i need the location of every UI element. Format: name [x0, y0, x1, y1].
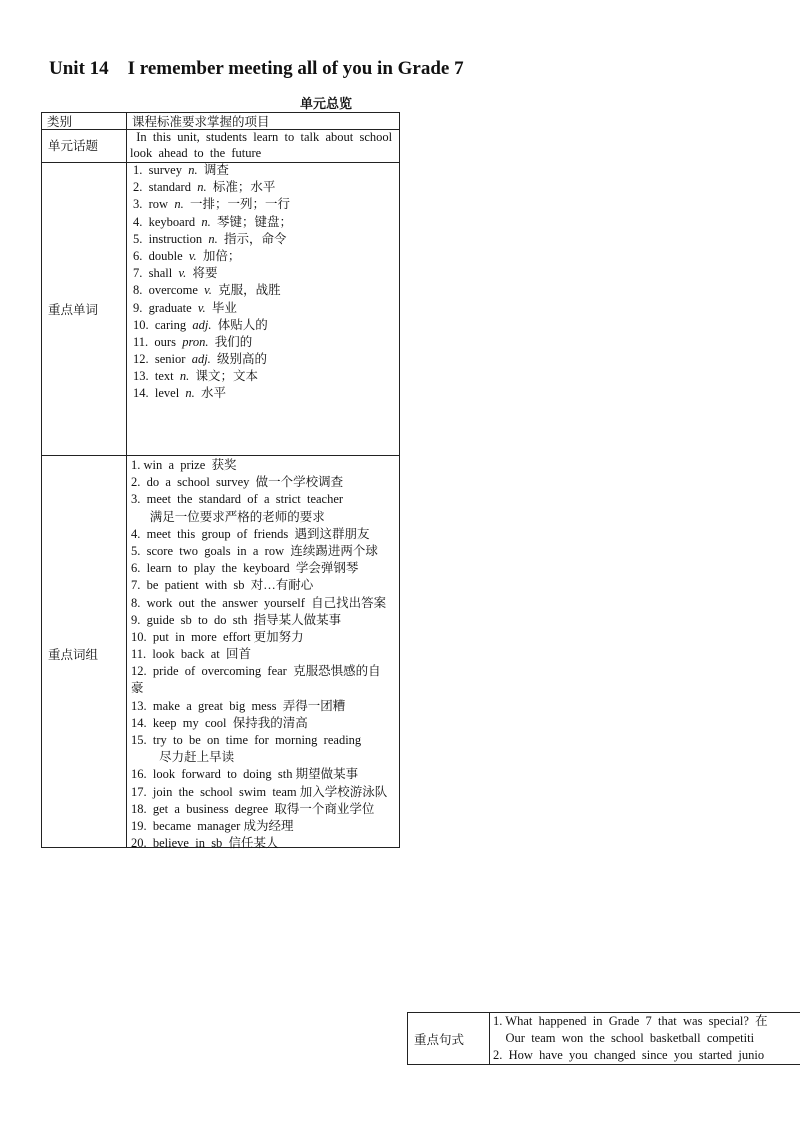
word-item	[133, 317, 292, 334]
key-words-list	[133, 162, 292, 403]
word-item	[133, 214, 292, 231]
word-part-of-speech: n.	[179, 369, 196, 384]
word-item	[133, 196, 292, 213]
word-meaning: 毕业	[211, 300, 237, 315]
word-term: caring	[154, 317, 193, 332]
word-meaning: 调查	[203, 163, 229, 177]
word-number: 5.	[133, 231, 149, 246]
word-meaning: 琴键；键盘；	[217, 214, 293, 229]
word-item	[133, 179, 292, 196]
topic-label: 单元话题	[48, 138, 99, 153]
sentences-label: 重点句式	[414, 1032, 465, 1047]
key-phrases-list	[131, 457, 387, 852]
word-number: 2.	[133, 180, 149, 195]
phrase-line: 18. get a business degree 取得一个商业学位	[131, 801, 375, 816]
phrase-line: 2. do a school survey 做一个学校调查	[131, 475, 344, 490]
phrase-line: 豪	[131, 681, 144, 696]
word-number: 1.	[133, 163, 149, 177]
phrase-line: 16. look forward to doing sth 期望做某事	[131, 767, 359, 782]
word-item	[133, 231, 292, 248]
word-number: 7.	[133, 266, 149, 281]
word-part-of-speech: adj.	[191, 352, 218, 367]
phrase-line: 尽力赶上早读	[131, 750, 235, 765]
word-term: standard	[148, 180, 198, 195]
word-meaning: 水平	[201, 386, 227, 401]
word-number: 10.	[133, 317, 155, 332]
word-meaning: 级别高的	[217, 352, 268, 367]
word-part-of-speech: n.	[185, 386, 202, 401]
word-meaning: 一排；一列；一行	[189, 197, 290, 212]
word-number: 11.	[133, 334, 155, 349]
header-requirement: 课程标准要求掌握的项目	[132, 114, 270, 129]
word-item	[133, 265, 292, 282]
sentence-line: Our team won the school basketball competiti	[493, 1031, 755, 1046]
word-term: survey	[148, 163, 189, 177]
word-part-of-speech: v.	[204, 283, 219, 298]
word-number: 12.	[133, 352, 155, 367]
word-part-of-speech: adj.	[192, 317, 218, 332]
word-meaning: 将要	[192, 266, 218, 281]
phrase-line: 1. win a prize 获奖	[131, 458, 237, 472]
word-part-of-speech: n.	[174, 197, 190, 212]
phrase-line: 8. work out the answer yourself 自己找出答案	[131, 595, 387, 610]
word-number: 8.	[133, 283, 149, 298]
word-item	[133, 300, 292, 317]
phrases-label: 重点词组	[48, 647, 99, 662]
phrase-line: 3. meet the standard of a strict teacher	[131, 492, 344, 507]
word-number: 3.	[133, 197, 149, 212]
phrase-line: 满足一位要求严格的老师的要求	[131, 509, 325, 524]
word-item	[133, 162, 292, 179]
word-item	[133, 282, 292, 299]
word-number: 4.	[133, 214, 149, 229]
sentence-line: 1. What happened in Grade 7 that was special? 在	[493, 1014, 768, 1028]
phrase-line: 7. be patient with sb 对…有耐心	[131, 578, 314, 593]
word-number: 6.	[133, 248, 149, 263]
word-term: instruction	[148, 231, 209, 246]
page-title: Unit 14 I remember meeting all of you in Grade 7	[49, 58, 464, 79]
word-part-of-speech: pron.	[182, 334, 215, 349]
phrase-line: 20. believe in sb 信任某人	[131, 836, 279, 851]
word-term: double	[148, 248, 189, 263]
key-sentences-list	[493, 1013, 768, 1065]
phrase-line: 15. try to be on time for morning reading	[131, 733, 362, 747]
phrase-line: 10. put in more effort 更加努力	[131, 629, 304, 644]
word-part-of-speech: n.	[208, 231, 224, 246]
word-term: row	[148, 197, 175, 212]
word-part-of-speech: v.	[178, 266, 193, 281]
word-number: 13.	[133, 369, 155, 384]
word-item	[133, 385, 292, 402]
word-item	[133, 351, 292, 368]
phrase-line: 13. make a great big mess 弄得一团糟	[131, 698, 346, 713]
phrase-line: 14. keep my cool 保持我的清高	[131, 715, 308, 730]
phrase-line: 19. became manager 成为经理	[131, 818, 294, 833]
word-term: graduate	[148, 300, 198, 315]
word-meaning: 克服，战胜	[218, 283, 281, 298]
word-part-of-speech: n.	[188, 163, 204, 177]
topic-text-line-2: look ahead to the future	[130, 146, 262, 160]
sentence-line: 2. How have you changed since you started junio	[493, 1048, 765, 1063]
word-item	[133, 368, 292, 385]
word-meaning: 我们的	[214, 334, 253, 349]
phrase-line: 5. score two goals in a row 连续踢进两个球	[131, 543, 378, 558]
overview-title: 单元总览	[300, 97, 353, 112]
word-number: 9.	[133, 300, 149, 315]
word-term: ours	[154, 334, 183, 349]
word-meaning: 体贴人的	[217, 317, 268, 332]
header-category: 类别	[47, 114, 73, 129]
phrase-line: 17. join the school swim team 加入学校游泳队	[131, 784, 388, 799]
word-part-of-speech: n.	[197, 180, 213, 195]
word-term: keyboard	[148, 214, 202, 229]
word-part-of-speech: n.	[201, 214, 218, 229]
word-meaning: 指示，命令	[223, 231, 287, 246]
word-meaning: 标准；水平	[212, 180, 276, 195]
phrase-line: 12. pride of overcoming fear 克服恐惧感的自	[131, 664, 381, 679]
topic-text-line-1: In this unit, students learn to talk about school	[130, 130, 393, 144]
word-term: level	[154, 386, 186, 401]
word-item	[133, 334, 292, 351]
word-number: 14.	[133, 386, 155, 401]
word-term: senior	[154, 352, 192, 367]
word-term: shall	[148, 266, 179, 281]
word-item	[133, 248, 292, 265]
word-meaning: 课文；文本	[195, 369, 259, 384]
word-part-of-speech: v.	[197, 300, 212, 315]
phrase-line: 11. look back at 回首	[131, 647, 252, 662]
phrase-line: 4. meet this group of friends 遇到这群朋友	[131, 526, 370, 541]
word-term: overcome	[148, 283, 205, 298]
word-meaning: 加倍；	[202, 248, 241, 263]
words-label: 重点单词	[48, 302, 99, 317]
word-part-of-speech: v.	[188, 248, 203, 263]
phrase-line: 6. learn to play the keyboard 学会弹钢琴	[131, 561, 359, 576]
word-term: text	[154, 369, 180, 384]
phrase-line: 9. guide sb to do sth 指导某人做某事	[131, 612, 342, 627]
